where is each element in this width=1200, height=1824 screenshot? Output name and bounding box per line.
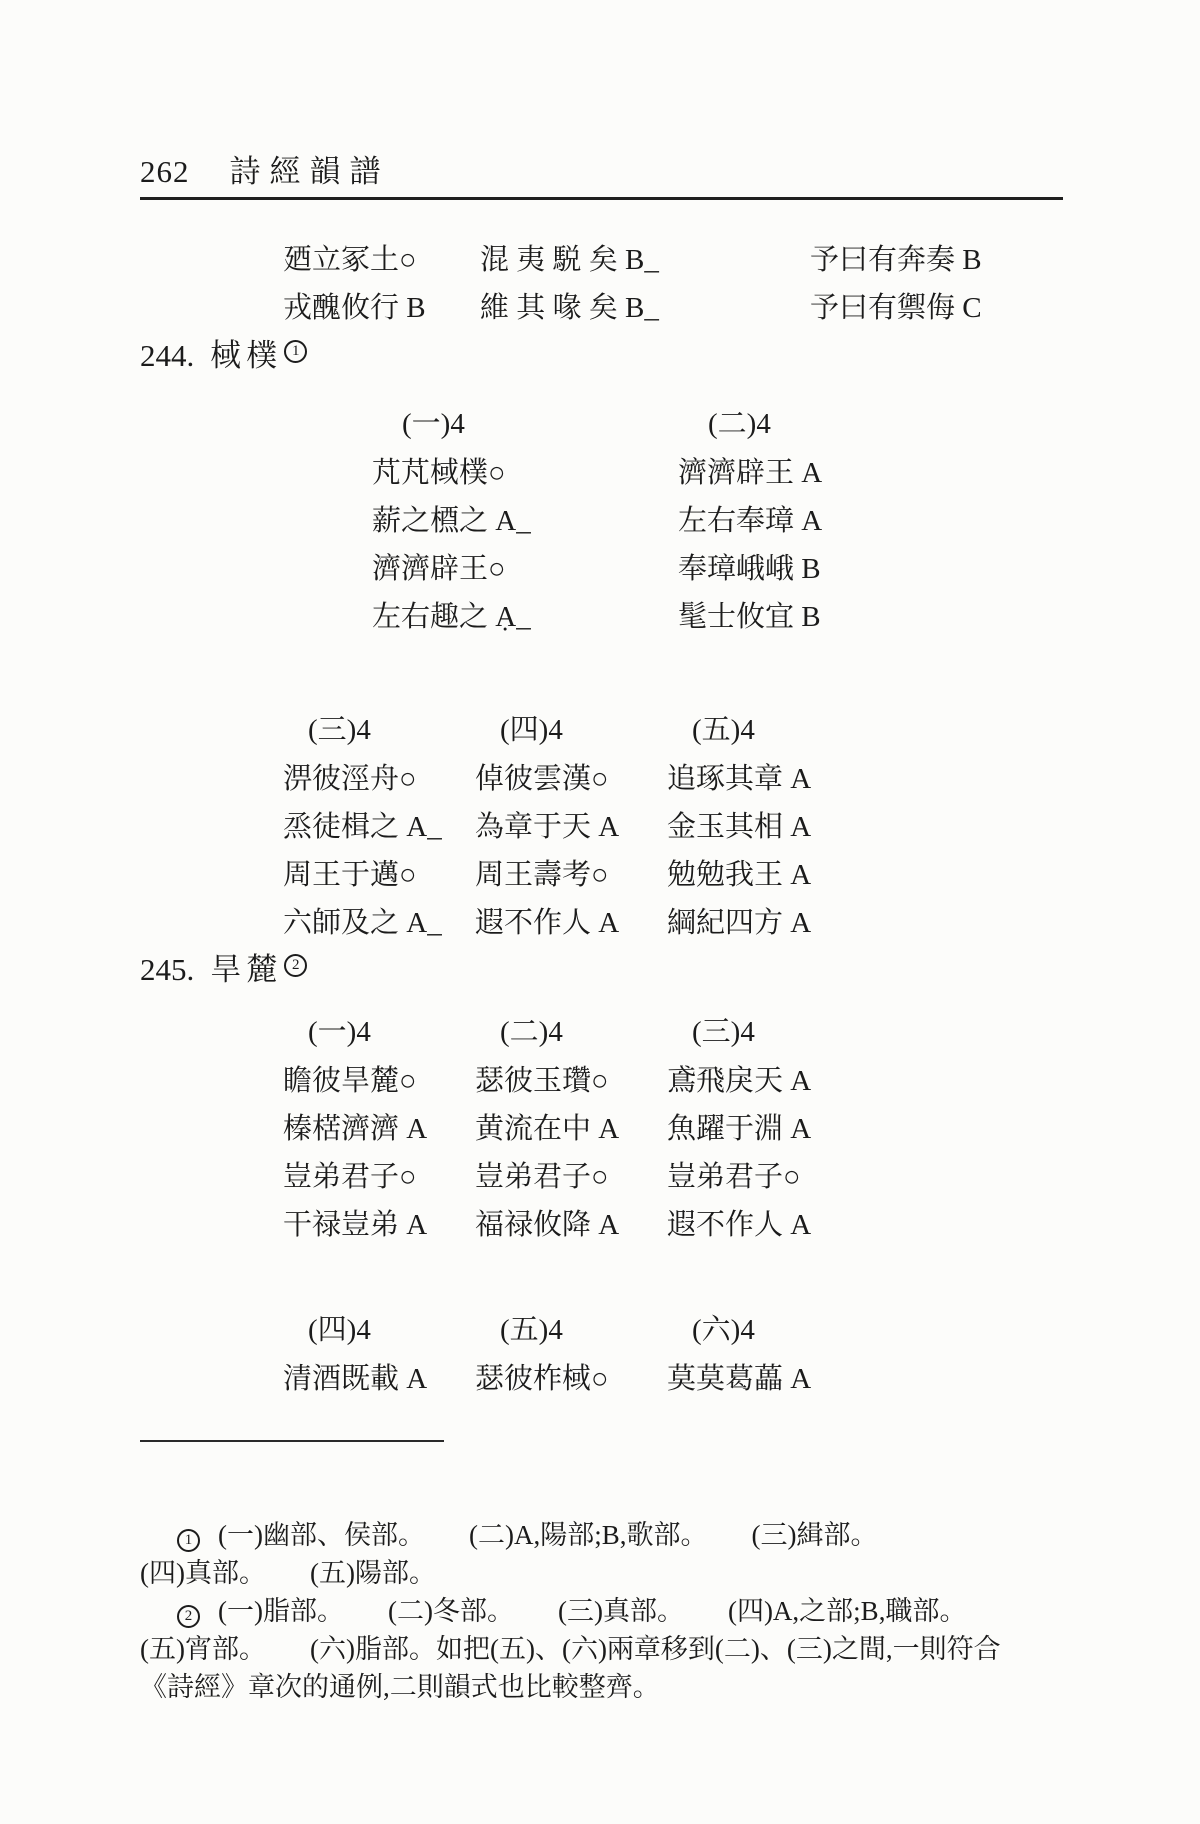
stanza — [667, 1310, 811, 1403]
section-name: 棫樸 — [210, 338, 283, 373]
stanza-header: (一)4 — [308, 1016, 371, 1048]
footnote-line — [140, 1592, 1085, 1630]
section-name: 旱麓 — [210, 952, 283, 987]
footnote-line — [140, 1668, 1085, 1706]
verse-line: 左右趣之 Ạ_ — [372, 601, 531, 633]
verse-line: 福禄攸降 A — [475, 1209, 620, 1241]
footnote-line — [140, 1516, 1085, 1554]
stanza-group — [283, 1310, 811, 1403]
verse-line: 倬彼雲漢○ — [475, 763, 609, 795]
footnote-line — [140, 1630, 1085, 1668]
footnote-segment: (五)陽部。 — [309, 1558, 436, 1588]
section-number: 245. — [140, 952, 195, 987]
verse-line: 黄流在中 A — [475, 1113, 620, 1145]
footnote-segment: (一)脂部。 — [218, 1596, 344, 1626]
verse-line: 魚躍于淵 A — [667, 1113, 812, 1145]
verse-line: 綱紀四方 A — [667, 907, 812, 939]
footnote-segment: (六)脂部。如把(五)、(六)兩章移到(二)、(三)之間,一則符合 — [309, 1634, 1001, 1664]
verse-line: 淠彼涇舟○ — [283, 763, 417, 795]
stanza-header: (四)4 — [308, 1314, 371, 1346]
verse-line: 左右奉璋 A — [678, 505, 823, 537]
verse-line: 六師及之 A_ — [283, 907, 442, 939]
footnote-ref-icon — [284, 941, 307, 977]
footnote-segment: (四)真部。 — [140, 1558, 266, 1588]
verse-line: 豈弟君子○ — [283, 1161, 417, 1193]
stanza — [283, 710, 475, 947]
footnote-marker-number: 1 — [177, 1529, 200, 1552]
stanza-header: (一)4 — [402, 408, 465, 440]
verse-line: 奉璋峨峨 B — [678, 553, 821, 585]
section-number: 244. — [140, 338, 195, 373]
footnote-segment: (三)真部。 — [557, 1596, 684, 1626]
stanza-group — [283, 1012, 811, 1249]
verse-line: 芃芃棫樸○ — [372, 457, 506, 489]
verse-line: 干禄豈弟 A — [283, 1209, 428, 1241]
footnote-segment: (四)A,之部;B,職部。 — [727, 1596, 967, 1626]
verse-line: 廼立冢土○ — [283, 244, 417, 276]
verse-line: 清酒既載 A — [283, 1363, 428, 1395]
section-title-245 — [140, 944, 307, 989]
stanza-header: (三)4 — [692, 1016, 755, 1048]
stanza-header: (三)4 — [308, 714, 371, 746]
verse-line: 周王于邁○ — [283, 859, 417, 891]
verse-line: 髦士攸宜 B — [678, 601, 821, 633]
stanza — [372, 404, 678, 641]
stanza — [475, 710, 667, 947]
verse-line: 榛楛濟濟 A — [283, 1113, 428, 1145]
verse-line: 莫莫葛藟 A — [667, 1363, 812, 1395]
verse-line: 予曰有奔奏 B — [810, 244, 982, 276]
stanza — [283, 1012, 475, 1249]
footnote-segment: (二)冬部。 — [387, 1596, 514, 1626]
verse-line: 混 夷 駾 矣 B_ — [480, 244, 659, 276]
page-header — [140, 146, 390, 191]
footnote-segment: 《詩經》章次的通例,二則韻式也比較整齊。 — [140, 1672, 660, 1702]
stanza — [283, 1310, 475, 1403]
page-number: 262 — [140, 154, 190, 189]
footnote-marker-icon — [177, 1516, 200, 1554]
verse-line: 鳶飛戾天 A — [667, 1065, 812, 1097]
verse-line: 追琢其章 A — [667, 763, 812, 795]
verse-line: 維 其 喙 矣 B_ — [480, 292, 659, 324]
footnote-ref-number: 1 — [284, 340, 307, 363]
stanza-header: (二)4 — [500, 1016, 563, 1048]
stanza-group — [372, 404, 822, 641]
verse-line: 豈弟君子○ — [667, 1161, 801, 1193]
stanza — [667, 710, 811, 947]
footnote-segment: (三)緝部。 — [751, 1520, 878, 1550]
section-title-244 — [140, 330, 307, 375]
verse-row — [283, 284, 982, 332]
verse-line: 為章于天 A — [475, 811, 620, 843]
verse-line: 瞻彼旱麓○ — [283, 1065, 417, 1097]
stanza-header: (五)4 — [500, 1314, 563, 1346]
footnote-segment: (一)幽部、侯部。 — [218, 1520, 425, 1550]
verse-line: 周王壽考○ — [475, 859, 609, 891]
verse-row — [283, 236, 982, 284]
stanza — [667, 1012, 811, 1249]
book-title: 詩經韻譜 — [229, 154, 390, 189]
stanza — [678, 404, 822, 641]
verse-line: 予曰有禦侮 C — [810, 292, 982, 324]
verse-line: 濟濟辟王 A — [678, 457, 823, 489]
verse-line: 勉勉我王 A — [667, 859, 812, 891]
footnote-ref-icon — [284, 327, 307, 363]
verse-line: 遐不作人 A — [667, 1209, 812, 1241]
stanza-header: (六)4 — [692, 1314, 755, 1346]
header-rule — [140, 197, 1063, 200]
stanza-group — [283, 710, 811, 947]
continuation-verse-block — [283, 236, 982, 332]
stanza — [475, 1012, 667, 1249]
stanza-header: (二)4 — [708, 408, 771, 440]
verse-line: 金玉其相 A — [667, 811, 812, 843]
footnote-line — [140, 1554, 1085, 1592]
footnote-marker-icon — [177, 1592, 200, 1630]
verse-line: 豈弟君子○ — [475, 1161, 609, 1193]
footnote-ref-number: 2 — [284, 954, 307, 977]
verse-line: 濟濟辟王○ — [372, 553, 506, 585]
verse-line: 烝徒楫之 A_ — [283, 811, 442, 843]
footnote-segment: (五)宵部。 — [140, 1634, 266, 1664]
footnote-segment: (二)A,陽部;B,歌部。 — [468, 1520, 708, 1550]
verse-line: 薪之槱之 A_ — [372, 505, 531, 537]
footnote-rule — [140, 1440, 444, 1442]
verse-line: 遐不作人 A — [475, 907, 620, 939]
stanza-header: (五)4 — [692, 714, 755, 746]
verse-line: 戎醜攸行 B — [283, 292, 426, 324]
footnote-marker-number: 2 — [177, 1605, 200, 1628]
verse-line: 瑟彼柞棫○ — [475, 1363, 609, 1395]
stanza-header: (四)4 — [500, 714, 563, 746]
stanza — [475, 1310, 667, 1403]
footnotes-block — [140, 1516, 1085, 1706]
verse-line: 瑟彼玉瓚○ — [475, 1065, 609, 1097]
